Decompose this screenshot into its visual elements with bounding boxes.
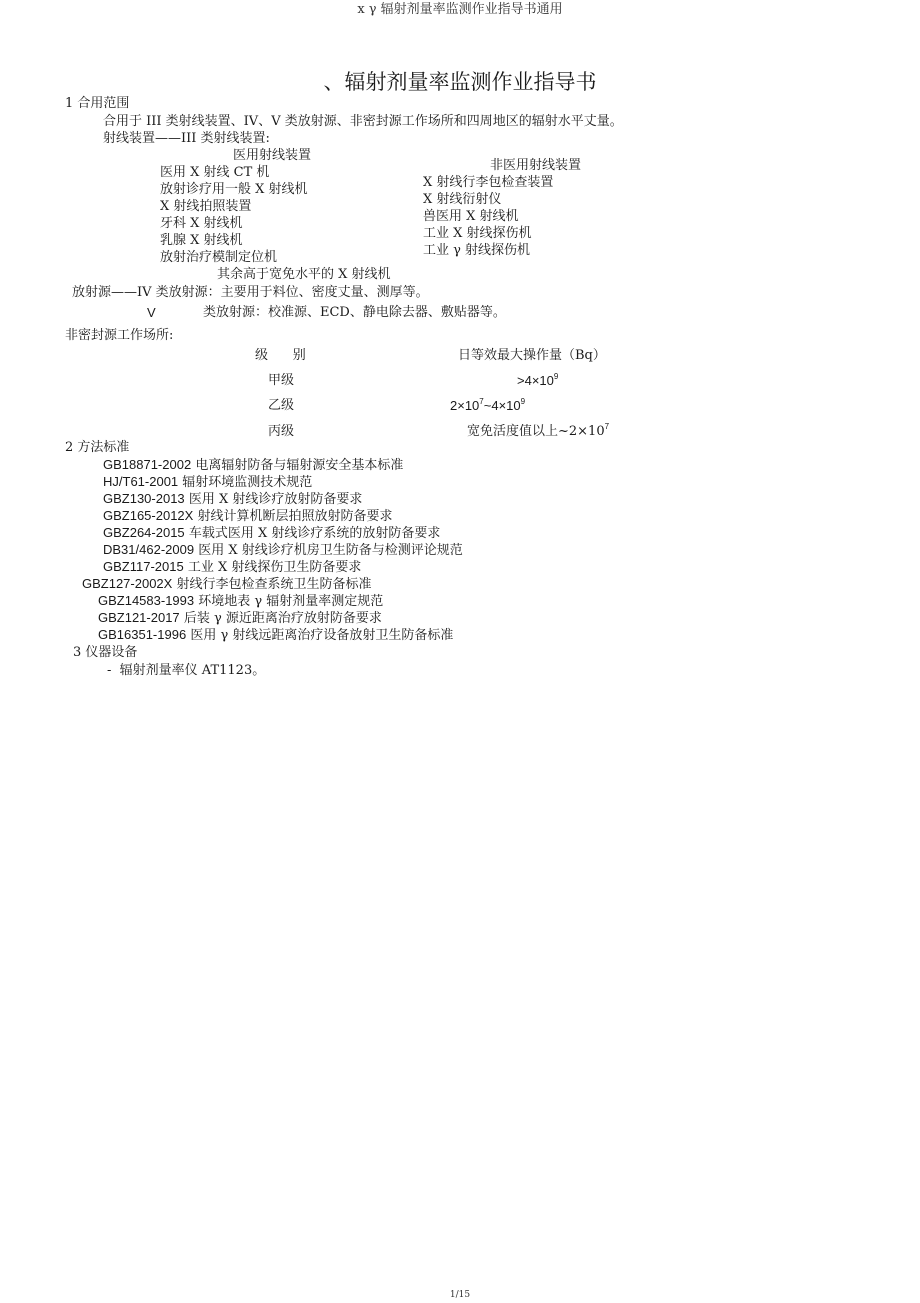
standard-item: GBZ117-2015 工业 X 射线探伤卫生防备要求 — [103, 559, 362, 575]
scope-intro: 合用于 III 类射线装置、IV、V 类放射源、非密封源工作场所和四周地区的辐射水平丈量。 — [103, 114, 623, 129]
medical-device-item: 牙科 X 射线机 — [160, 216, 243, 231]
grade-cell: 丙级 — [268, 424, 295, 439]
standard-item: GBZ14583-1993 环境地表 γ 辐射剂量率测定规范 — [98, 593, 384, 609]
page-number: 1/15 — [449, 1290, 471, 1300]
nonmedical-device-item: 兽医用 X 射线机 — [423, 209, 519, 224]
nonmedical-device-item: X 射线行李包检查装置 — [423, 175, 554, 190]
running-header: x γ 辐射剂量率监测作业指导书通用 — [357, 2, 563, 17]
activity-cell: $2\times 10^7\sim 4\times 10^9$ — [450, 397, 526, 413]
section-1-heading: 1 合用范围 — [65, 96, 130, 111]
nonmedical-device-item: 工业 X 射线探伤机 — [423, 226, 532, 241]
activity-cell: 宽免活度值以上$\sim 2\times 10^7$ — [467, 422, 610, 439]
standard-item: GB18871-2002 电离辐射防备与辐射源安全基本标准 — [103, 457, 404, 473]
nonmedical-device-item: X 射线衍射仪 — [423, 192, 502, 207]
medical-devices-heading: 医用射线装置 — [233, 148, 312, 163]
activity-column-header: 日等效最大操作量（Bq） — [458, 348, 606, 363]
document-title: 、辐射剂量率监测作业指导书 — [323, 70, 597, 94]
standard-item: DB31/462-2009 医用 X 射线诊疗机房卫生防备与检测评论规范 — [103, 542, 463, 558]
devices-label: 射线装置——III 类射线装置: — [103, 131, 270, 146]
standard-item: GB16351-1996 医用 γ 射线远距离治疗设备放射卫生防备标准 — [98, 627, 454, 643]
nonmedical-device-item: 工业 γ 射线探伤机 — [423, 243, 531, 258]
activity-cell: $>4\times 10^9$ — [517, 372, 559, 388]
grade-cell: 乙级 — [268, 398, 295, 413]
source-class-iv: 放射源——IV 类放射源：主要用于料位、密度丈量、测厚等。 — [72, 285, 429, 300]
medical-device-item: 放射治疗模制定位机 — [160, 250, 278, 265]
standard-item: GBZ127-2002X 射线行李包检查系统卫生防备标准 — [82, 576, 372, 592]
medical-device-item: 医用 X 射线 CT 机 — [160, 165, 270, 180]
section-3-heading: 3 仪器设备 — [73, 645, 138, 660]
standard-item: GBZ264-2015 车载式医用 X 射线诊疗系统的放射防备要求 — [103, 525, 441, 541]
grade-column-header: 级 别 — [255, 348, 306, 363]
unsealed-source-label: 非密封源工作场所: — [65, 328, 174, 343]
medical-device-item: 放射诊疗用一般 X 射线机 — [160, 182, 308, 197]
standard-item: GBZ121-2017 后装 γ 源近距离治疗放射防备要求 — [98, 610, 382, 626]
standard-item: GBZ130-2013 医用 X 射线诊疗放射防备要求 — [103, 491, 363, 507]
source-class-v-text: 类放射源：校准源、ECD、静电除去器、敷贴器等。 — [203, 305, 506, 320]
grade-cell: 甲级 — [268, 373, 295, 388]
instrument-item: - 辐射剂量率仪 AT1123。 — [107, 663, 266, 678]
standard-item: HJ/T61-2001 辐射环境监测技术规范 — [103, 474, 313, 490]
medical-device-item: 乳腺 X 射线机 — [160, 233, 243, 248]
other-xray-devices: 其余高于宽免水平的 X 射线机 — [217, 267, 391, 282]
section-2-heading: 2 方法标准 — [65, 440, 130, 455]
source-class-v-label: V — [147, 305, 156, 320]
nonmedical-devices-heading: 非医用射线装置 — [490, 158, 582, 173]
medical-device-item: X 射线拍照装置 — [160, 199, 252, 214]
standard-item: GBZ165-2012X 射线计算机断层拍照放射防备要求 — [103, 508, 393, 524]
